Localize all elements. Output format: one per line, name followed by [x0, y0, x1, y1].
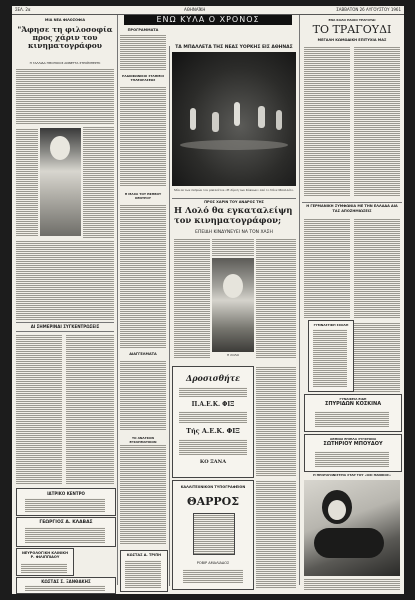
- article-text: [354, 46, 400, 196]
- ad-medical-center: [16, 488, 116, 516]
- ad-text: [315, 411, 389, 427]
- dancer-shape: [276, 110, 282, 130]
- listing-text: [16, 334, 62, 484]
- left-section-title: ΑΙ ΣΗΜΕΡΙΝΑΙ ΣΥΓΚΕΝΤΡΩΣΕΙΣ: [30, 324, 100, 329]
- article-text: [174, 238, 210, 358]
- ballet-photo: [172, 52, 296, 186]
- article-text: [16, 68, 114, 124]
- lolo-subhead: ΕΠΕΙΔΗ ΚΙΝΔΥΝΕΥΕΙ ΝΑ ΤΟΝ ΧΑΣΗ: [195, 230, 273, 235]
- ad-text: [25, 585, 105, 591]
- ad-text: [21, 563, 67, 573]
- section-rule: [16, 331, 114, 332]
- article-text: [256, 238, 296, 358]
- programme-text: [120, 34, 166, 70]
- ad-tharros: [172, 480, 254, 590]
- article-text: [83, 126, 114, 238]
- left-kicker: ΜΙΑ ΝΕΑ ΦΙΛΟΣΟΦΙΑ: [44, 18, 86, 22]
- dress-shape: [314, 528, 384, 558]
- section-rule: [172, 198, 296, 199]
- lolo-photo: [212, 258, 254, 352]
- ad-text: [179, 411, 247, 423]
- ad-text: [193, 513, 235, 555]
- ad-title: Δροσισθήτε: [186, 373, 240, 383]
- ad-xanthakis: [16, 577, 116, 594]
- lolo-caption: Η ΛΟΛΟ: [226, 353, 240, 357]
- ad-top: ΓΥΝΑΙΚΕΙΑ ΕΙΔΗ: [339, 397, 367, 401]
- ad-tripi: [120, 550, 168, 592]
- star-photo: [304, 480, 400, 576]
- ad-text: [179, 387, 247, 397]
- ad-title: ΑΘΗΝΑΙ ΕΠΙΠΛΑ ΣΥΓΧΡΟΝΑ: [329, 437, 377, 441]
- ad-line: Π.Α.Ε.Κ. ΦΙΞ: [191, 401, 235, 408]
- ad-text: [315, 451, 389, 467]
- face-shape: [223, 274, 243, 298]
- ad-name: Ρ. ΦΙΛΙΠΠΙΔΟΥ: [30, 555, 60, 559]
- column-rule: [299, 15, 300, 585]
- actress-photo: [40, 128, 81, 236]
- ad-text: [125, 560, 161, 588]
- article-text: [256, 480, 296, 588]
- ballet-headline: ΤΑ ΜΠΑΛΛΕΤΑ ΤΗΣ ΝΕΑΣ ΥΟΡΚΗΣ ΕΙΣ ΑΘΗΝΑΣ: [175, 45, 293, 50]
- ad-name: ΣΩΤΗΡΙΟΥ ΜΠΟΥΔΟΥ: [323, 441, 383, 447]
- dancer-shape: [234, 102, 240, 126]
- ad-gym-school: [308, 320, 354, 392]
- column-text: [120, 444, 166, 544]
- article-text: [354, 218, 400, 318]
- ballet-caption: Μία εκ των σκηνών του μπαλλέτου «Η Λίμνη των Κύκνων» από το Νέον Μπαλλέτο.: [173, 188, 295, 192]
- radio-text: [120, 86, 166, 186]
- dancer-shape: [258, 106, 265, 128]
- ad-boudou: [304, 434, 402, 472]
- ad-text: [25, 527, 105, 543]
- ad-title: ΓΥΜΝΑΣΤΙΚΗ ΣΧΟΛΗ: [313, 323, 349, 327]
- page-header: [12, 6, 404, 15]
- lolo-kicker: ΠΡΟΣ ΧΑΡΙΝ ΤΟΥ ΑΝΔΡΟΣ ΤΗΣ: [204, 200, 264, 204]
- programme-title: ΠΡΟΓΡΑΜΜΑΤΑ: [127, 28, 159, 32]
- ad-title: ΚΩΣΤΑΣ Σ. ΞΑΝΘΑΚΗΣ: [41, 579, 91, 584]
- listing-text: [66, 334, 114, 484]
- ad-title: ΝΕΥΡΟΛΟΓΙΚΗ ΚΛΙΝΙΚΗ: [21, 551, 69, 555]
- section-rule: [302, 202, 402, 203]
- face-shape: [50, 136, 70, 160]
- column-text: [120, 204, 166, 348]
- small-title: ΤΟ ΑΝΑΓΚΟΝ ΕΓΚΛΗΜΑΤΙΚΟΝ: [129, 436, 157, 444]
- ad-text: [25, 498, 105, 512]
- dancer-shape: [190, 108, 196, 130]
- article-text: [16, 128, 38, 236]
- ad-klavas: [16, 517, 116, 547]
- column-text: [120, 360, 166, 430]
- ad-text: [183, 569, 243, 583]
- article-text: [256, 366, 296, 476]
- ad-koskina: [304, 394, 402, 432]
- ad-aek-fix: [172, 366, 254, 478]
- radio-title: ΡΑΔΙΟΦΩΝΙΚΟΙ ΣΤΑΘΜΟΙ ΤΗΛΕΟΡΑΣΕΩΣ: [122, 74, 164, 82]
- ad-name: ΘΑΡΡΟΣ: [186, 495, 240, 508]
- caption-text: [304, 578, 400, 590]
- ad-title: ΓΕΩΡΓΙΟΣ Α. ΚΛΑΒΑΣ: [39, 520, 93, 525]
- ad-title: ΙΑΤΡΙΚΟ ΚΕΝΤΡΟ: [47, 491, 85, 496]
- ad-line: ΚΟ ΞΑΝΑ: [199, 459, 227, 465]
- article-text: [16, 240, 114, 320]
- tutu-row: [180, 140, 288, 150]
- article-text: [212, 238, 254, 256]
- face-shape: [328, 500, 346, 520]
- section-rule: [16, 322, 114, 323]
- column-rule: [117, 15, 118, 585]
- ad-line: Τής Α.Ε.Κ. ΦΙΞ: [186, 427, 240, 435]
- left-byline: Η ΓΑΛΛΙΔΑ ΗΘΟΠΟΙΟΣ ΑΝΝΕΤΤΑ ΣΤΡΟΪΜΠΕΡΓΚ: [29, 61, 101, 65]
- ad-top: ΚΑΛΛΙΤΕΧΝΙΚΟΝ ΤΥΠΟΓΡΑΦΕΙΟΝ: [180, 485, 246, 489]
- ad-neurology-clinic: [16, 548, 74, 576]
- right-subtitle: ΜΕΓΑΛΗ ΚΩΜΩΔΙΚΗ ΕΠΙΤΥΧΙΑ ΜΑΣ: [317, 38, 387, 42]
- lolo-headline: Η Λολό θα εγκαταλείψη τον κινηματογράφον;: [174, 206, 293, 226]
- right-kicker: ΕΝΑ ΚΑΛΟ ΠΑΛΙΟ ΤΡΑΓΟΥΔΙ: [328, 18, 376, 22]
- newspaper-name: ΑΘΗΝΑΪΚΗ: [184, 7, 206, 12]
- banner-enw-kyla: ΕΝΩ ΚΥΛΑ Ο ΧΡΟΝΟΣ: [124, 15, 292, 25]
- ad-text: [179, 439, 247, 455]
- left-headline: "Άφησε τη φιλοσοφία προς χάριν του κινηματογράφου: [17, 25, 113, 50]
- ad-bottom: ΡΟΒΙΡ ΑΜΑΛΙΑΔΟΣ: [196, 561, 230, 565]
- article-text: [304, 46, 350, 196]
- right-title: ΤΟ ΤΡΑΓΟΥΔΙ: [312, 23, 392, 36]
- article-text: [304, 218, 350, 318]
- page-number: ΣΕΛ. 2α: [15, 7, 31, 12]
- right-story-title: Η ΓΕΡΜΑΝΙΚΗ ΣΥΜΦΩΝΙΑ ΜΕ ΤΗΝ ΕΛΛΑΔΑ ΔΙΑ ΤΑΣ ΑΠΟΖΗΜΙΩΣΕΙΣ: [306, 204, 398, 213]
- ad-text: [313, 329, 347, 387]
- dancer-shape: [212, 112, 219, 132]
- newspaper-page: [12, 6, 404, 594]
- photo-title: Η ΠΡΩΤΑΓΩΝΙΣΤΡΙΑ ΣΤΑΡ ΤΟΥ «ΟΧΙ ΠΑΝΙΚΟΣ»: [313, 473, 391, 477]
- page-date: ΣΑΒΒΑΤΟΝ 26 ΑΥΓΟΥΣΤΟΥ 1961: [336, 7, 401, 12]
- article-text: [354, 322, 400, 392]
- lower-title: ΔΙΑΓΓΕΛΜΑΤΑ: [129, 352, 157, 356]
- ad-title: ΚΩΣΤΑΣ Δ. ΤΡΙΠΗ: [126, 553, 162, 557]
- column-rule: [169, 46, 170, 586]
- ad-name: ΣΠΥΡΙΔΩΝ ΚΟΣΚΙΝΑ: [324, 401, 382, 407]
- item-title: Η ΜΑΧΑ ΤΟΥ ΕΦΗΒΟΥ ΚΕΝΤΡΟΥ: [124, 192, 162, 200]
